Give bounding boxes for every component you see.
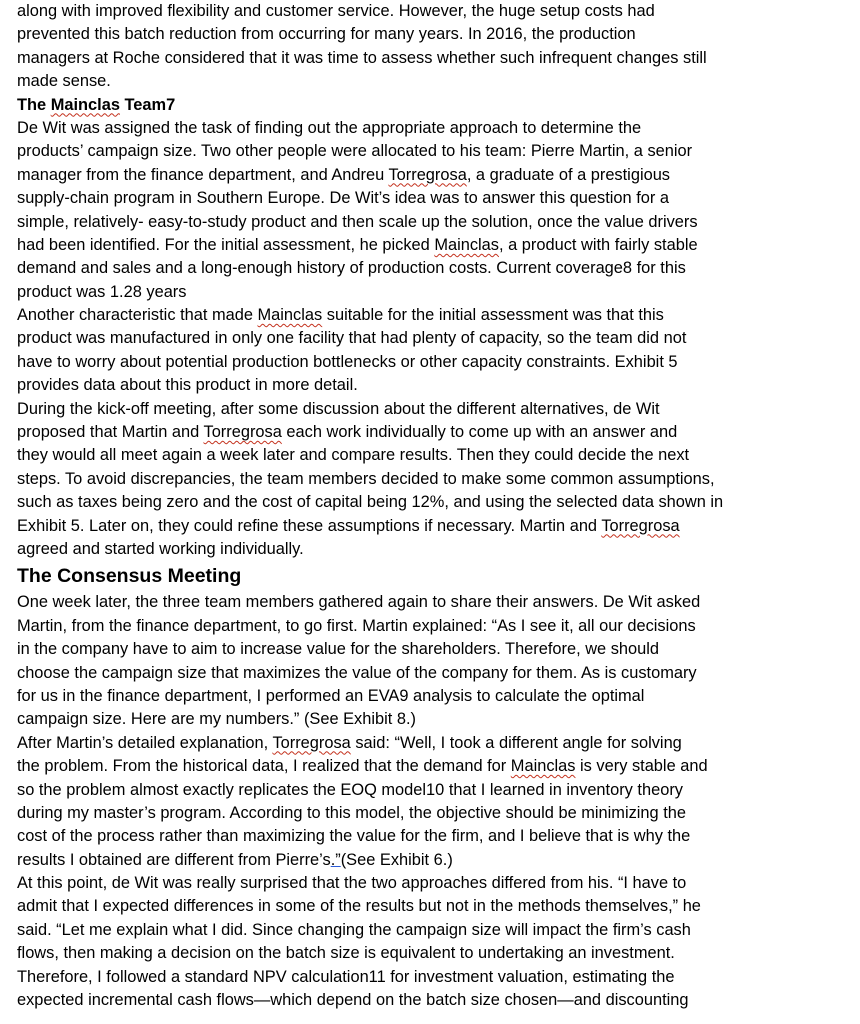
paragraph-intro-continuation xyxy=(17,0,852,94)
text-span: After Martin’s detailed explanation, xyxy=(17,733,273,752)
text-line: they would all meet again a week later and compare results. Then they could decide the next xyxy=(17,446,690,465)
text-span: , a graduate of a prestigious xyxy=(466,165,671,184)
text-line: during my master’s program. According to this model, the objective should be minimizing the xyxy=(17,803,686,822)
paragraph-team-assignment xyxy=(17,117,852,304)
text-line: managers at Roche considered that it was time to assess whether such infrequent changes still xyxy=(17,48,707,67)
text-line: During the kick-off meeting, after some discussion about the different alternatives, de Wit xyxy=(17,399,660,418)
text-line: such as taxes being zero and the cost of capital being 12%, and using the selected data shown in xyxy=(17,493,724,512)
text-line: cost of the process rather than maximizing the value for the firm, and I believe that is why the xyxy=(17,827,691,846)
text-line: Martin, from the finance department, to go first. Martin explained: “As I see it, all our decisions xyxy=(17,616,696,635)
subheading-prefix: The xyxy=(17,95,51,114)
section-heading-consensus-meeting: The Consensus Meeting xyxy=(17,565,242,588)
text-span: suitable for the initial assessment was that this xyxy=(322,306,664,325)
spellcheck-word: Torregrosa xyxy=(601,516,680,535)
spellcheck-word: Mainclas xyxy=(434,235,499,254)
text-line: demand and sales and a long-enough history of production costs. Current coverage8 for this xyxy=(17,259,686,278)
document-page xyxy=(17,0,852,1012)
text-span: proposed that Martin and xyxy=(17,423,204,442)
text-span: Exhibit 5. Later on, they could refine these assumptions if necessary. Martin and xyxy=(17,516,602,535)
text-line: steps. To avoid discrepancies, the team members decided to make some common assumptions, xyxy=(17,469,715,488)
paragraph-kickoff-meeting xyxy=(17,398,852,562)
text-line: flows, then making a decision on the batch size is equivalent to undertaking an investment. xyxy=(17,944,675,963)
text-line xyxy=(17,515,852,538)
text-line: provides data about this product in more detail. xyxy=(17,376,358,395)
text-line xyxy=(17,304,852,327)
text-line: campaign size. Here are my numbers.” (See Exhibit 8.) xyxy=(17,710,416,729)
text-span: results I obtained are different from Pierre’s xyxy=(17,850,331,869)
paragraph-torregrosa-explanation xyxy=(17,732,852,872)
subheading-suffix: Team7 xyxy=(119,95,176,114)
text-line: in the company have to aim to increase value for the shareholders. Therefore, we should xyxy=(17,640,660,659)
text-line: made sense. xyxy=(17,72,111,91)
spellcheck-word: Mainclas xyxy=(510,757,576,776)
paragraph-product-characteristics xyxy=(17,304,852,398)
text-line xyxy=(17,234,852,257)
text-span: the problem. From the historical data, I realized that the demand for xyxy=(17,757,511,776)
text-line: simple, relatively- easy-to-study product and then scale up the solution, once the value drivers xyxy=(17,212,698,231)
text-line: products’ campaign size. Two other people were allocated to his team: Pierre Martin, a senior xyxy=(17,142,693,161)
text-line: expected incremental cash flows—which depend on the batch size chosen—and discounting xyxy=(17,991,689,1010)
spellcheck-word: Torregrosa xyxy=(272,733,351,752)
text-line xyxy=(17,755,852,778)
paragraph-de-wit-response xyxy=(17,872,852,1012)
grammar-mark: .” xyxy=(330,850,341,869)
text-line xyxy=(17,164,852,187)
spellcheck-word: Torregrosa xyxy=(388,165,467,184)
text-line xyxy=(17,849,852,872)
spellcheck-word: Mainclas xyxy=(257,306,323,325)
text-line: admit that I expected differences in some of the results but not in the methods themselves,” he xyxy=(17,897,701,916)
text-line xyxy=(17,421,852,444)
text-line: supply-chain program in Southern Europe. De Wit’s idea was to answer this question for a xyxy=(17,189,670,208)
text-line: product was 1.28 years xyxy=(17,282,187,301)
text-line: De Wit was assigned the task of finding out the appropriate approach to determine the xyxy=(17,118,642,137)
text-line: prevented this batch reduction from occurring for many years. In 2016, the production xyxy=(17,25,636,44)
text-line: product was manufactured in only one facility that had plenty of capacity, so the team did not xyxy=(17,329,687,348)
text-span: is very stable and xyxy=(575,757,708,776)
spellcheck-word: Mainclas xyxy=(50,95,120,114)
text-line: agreed and started working individually. xyxy=(17,539,304,558)
text-line xyxy=(17,732,852,755)
text-line: One week later, the three team members gathered again to share their answers. De Wit asked xyxy=(17,593,701,612)
text-span: (See Exhibit 6.) xyxy=(340,850,453,869)
text-line: so the problem almost exactly replicates the EOQ model10 that I learned in inventory theory xyxy=(17,780,683,799)
text-line: Therefore, I followed a standard NPV calculation11 for investment valuation, estimating the xyxy=(17,967,675,986)
text-span: each work individually to come up with an answer and xyxy=(281,423,678,442)
text-span: manager from the finance department, and Andreu xyxy=(17,165,389,184)
text-span: had been identified. For the initial assessment, he picked xyxy=(17,235,435,254)
text-line: along with improved flexibility and customer service. However, the huge setup costs had xyxy=(17,2,655,20)
spellcheck-word: Torregrosa xyxy=(203,423,282,442)
text-span: , a product with fairly stable xyxy=(499,235,698,254)
text-span: Another characteristic that made xyxy=(17,306,258,325)
subheading-mainclas-team xyxy=(17,94,852,117)
text-line: At this point, de Wit was really surprised that the two approaches differed from his. “I have to xyxy=(17,874,687,893)
text-line: choose the campaign size that maximizes the value of the company for them. As is customary xyxy=(17,663,697,682)
text-span: said: “Well, I took a different angle for solving xyxy=(350,733,682,752)
text-line: for us in the finance department, I performed an EVA9 analysis to calculate the optimal xyxy=(17,686,645,705)
text-line: have to worry about potential production bottlenecks or other capacity constraints. Exhibit 5 xyxy=(17,352,678,371)
paragraph-consensus-opening xyxy=(17,591,852,731)
text-line: said. “Let me explain what I did. Since changing the campaign size will impact the firm’s cash xyxy=(17,920,691,939)
